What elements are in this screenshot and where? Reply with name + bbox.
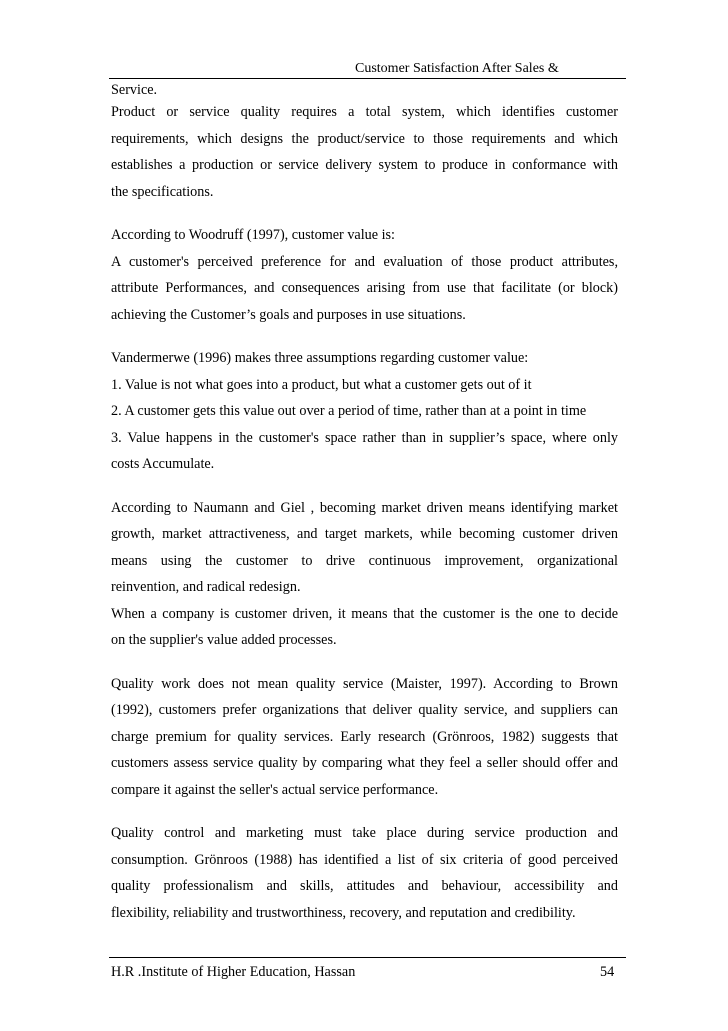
- header-rule: [109, 78, 626, 79]
- text-line: flexibility, reliability and trustworthiness, recovery, and reputation and credibility.: [111, 904, 576, 921]
- paragraph-quality-work: [111, 671, 618, 804]
- text-line: Quality control and marketing must take place during service production and: [111, 825, 618, 841]
- text-line: Service.: [111, 82, 158, 98]
- paragraph-service-quality: [111, 82, 618, 205]
- paragraph-naumann-giel: [111, 495, 618, 654]
- text-line: compare it against the seller's actual service performance.: [111, 781, 439, 798]
- text-line: consumption. Grönroos (1988) has identified a list of six criteria of good perceived: [111, 851, 618, 868]
- text-line: achieving the Customer’s goals and purposes in use situations.: [111, 306, 466, 323]
- footer-institution: H.R .Institute of Higher Education, Hassan: [111, 964, 356, 980]
- text-line: When a company is customer driven, it means that the customer is the one to decide: [111, 605, 618, 622]
- footer-rule: [109, 957, 626, 958]
- paragraph-gap: [111, 478, 618, 495]
- list-item: 3. Value happens in the customer's space rather than in supplier’s space, where only: [111, 429, 618, 446]
- text-line: attribute Performances, and consequences arising from use that facilitate (or block): [111, 280, 618, 296]
- paragraph-gap: [111, 205, 618, 222]
- text-line: Quality work does not mean quality service (Maister, 1997). According to Brown: [111, 675, 618, 692]
- text-line: on the supplier's value added processes.: [111, 632, 337, 648]
- text-line: Product or service quality requires a total system, which identifies customer: [111, 104, 618, 120]
- text-line: costs Accumulate.: [111, 456, 215, 472]
- text-line: customers assess service quality by comparing what they feel a seller should offer and: [111, 755, 618, 771]
- list-item: 1. Value is not what goes into a product, but what a customer gets out of it: [111, 376, 532, 393]
- text-line: the specifications.: [111, 183, 214, 200]
- document-body: [111, 82, 618, 926]
- text-line: means using the customer to drive continuous improvement, organizational: [111, 552, 618, 569]
- text-line: Vandermerwe (1996) makes three assumptions regarding customer value:: [111, 350, 529, 366]
- text-line: (1992), customers prefer organizations that deliver quality service, and suppliers can: [111, 702, 618, 718]
- text-line: quality professionalism and skills, attitudes and behaviour, accessibility and: [111, 878, 618, 894]
- text-line: A customer's perceived preference for and evaluation of those product attributes,: [111, 253, 618, 270]
- paragraph-vandermerwe: [111, 345, 618, 478]
- paragraph-gap: [111, 654, 618, 671]
- text-line: growth, market attractiveness, and target markets, while becoming customer driven: [111, 526, 618, 542]
- paragraph-woodruff: [111, 222, 618, 328]
- text-line: requirements, which designs the product/service to those requirements and which: [111, 130, 618, 147]
- list-item: 2. A customer gets this value out over a period of time, rather than at a point in time: [111, 403, 587, 419]
- text-line: According to Naumann and Giel , becoming market driven means identifying market: [111, 499, 618, 516]
- text-line: charge premium for quality services. Early research (Grönroos, 1982) suggests that: [111, 728, 618, 745]
- paragraph-gap: [111, 803, 618, 820]
- text-line: According to Woodruff (1997), customer value is:: [111, 227, 395, 243]
- text-line: reinvention, and radical redesign.: [111, 579, 301, 595]
- paragraph-quality-control: [111, 820, 618, 926]
- running-header-title: Customer Satisfaction After Sales &: [355, 61, 559, 76]
- paragraph-gap: [111, 328, 618, 345]
- page-number: 54: [600, 964, 615, 980]
- text-line: establishes a production or service delivery system to produce in conformance with: [111, 157, 618, 173]
